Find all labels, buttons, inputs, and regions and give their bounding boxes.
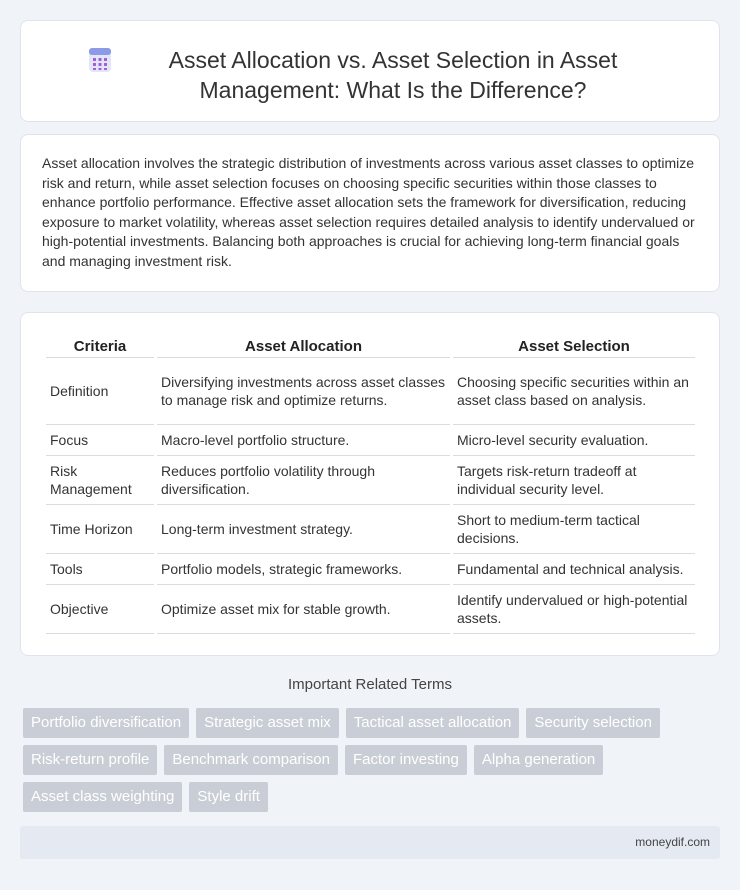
term-tag[interactable]: Tactical asset allocation [346, 708, 520, 738]
selection-cell: Micro-level security evaluation. [453, 425, 695, 456]
criteria-cell: Time Horizon [46, 505, 154, 554]
related-terms-heading: Important Related Terms [288, 676, 452, 693]
title-card [20, 20, 720, 122]
comparison-table-card [20, 312, 720, 656]
footer-site-name[interactable]: moneydif.com [635, 835, 710, 849]
summary-card [20, 134, 720, 292]
table-row [46, 585, 695, 634]
table-row [46, 554, 695, 585]
criteria-cell: Objective [46, 585, 154, 634]
allocation-cell: Diversifying investments across asset classes to manage risk and optimize returns. [157, 358, 450, 425]
criteria-cell: Focus [46, 425, 154, 456]
term-tag[interactable]: Risk-return profile [23, 745, 157, 775]
table-row [46, 456, 695, 505]
selection-cell: Choosing specific securities within an asset class based on analysis. [453, 358, 695, 425]
term-tag[interactable]: Security selection [526, 708, 660, 738]
allocation-cell: Portfolio models, strategic frameworks. [157, 554, 450, 585]
criteria-cell: Definition [46, 358, 154, 425]
term-tag[interactable]: Alpha generation [474, 745, 603, 775]
selection-cell: Fundamental and technical analysis. [453, 554, 695, 585]
term-tag[interactable]: Style drift [189, 782, 268, 812]
table-row [46, 505, 695, 554]
selection-cell: Targets risk-return tradeoff at individual security level. [453, 456, 695, 505]
footer-bar [20, 826, 720, 859]
allocation-cell: Long-term investment strategy. [157, 505, 450, 554]
selection-cell: Identify undervalued or high-potential assets. [453, 585, 695, 634]
term-tag[interactable]: Portfolio diversification [23, 708, 189, 738]
allocation-cell: Macro-level portfolio structure. [157, 425, 450, 456]
term-tag[interactable]: Strategic asset mix [196, 708, 339, 738]
column-header-criteria: Criteria [46, 334, 154, 358]
table-header-row [46, 334, 695, 358]
column-header-asset-selection: Asset Selection [453, 334, 695, 358]
criteria-cell: Risk Management [46, 456, 154, 505]
criteria-cell: Tools [46, 554, 154, 585]
summary-text: Asset allocation involves the strategic distribution of investments across various asset classes to optimize risk and return, while asset selection focuses on choosing specific securities within those classes to enhance portfolio performance. Effective asset allocation sets the framework for diversification, reducing exposure to market volatility, whereas asset selection requires detailed analysis to identify undervalued or high-potential investments. Balancing both approaches is crucial for achieving long-term financial goals and managing investment risk. [42, 155, 695, 269]
calculator-icon [87, 47, 113, 73]
table-row [46, 358, 695, 425]
column-header-asset-allocation: Asset Allocation [157, 334, 450, 358]
allocation-cell: Optimize asset mix for stable growth. [157, 585, 450, 634]
comparison-table [43, 334, 698, 634]
allocation-cell: Reduces portfolio volatility through diversification. [157, 456, 450, 505]
related-terms-list [23, 708, 723, 819]
page-title: Asset Allocation vs. Asset Selection in Asset Management: What Is the Difference? [168, 47, 618, 103]
term-tag[interactable]: Asset class weighting [23, 782, 182, 812]
selection-cell: Short to medium-term tactical decisions. [453, 505, 695, 554]
term-tag[interactable]: Factor investing [345, 745, 467, 775]
table-row [46, 425, 695, 456]
term-tag[interactable]: Benchmark comparison [164, 745, 338, 775]
